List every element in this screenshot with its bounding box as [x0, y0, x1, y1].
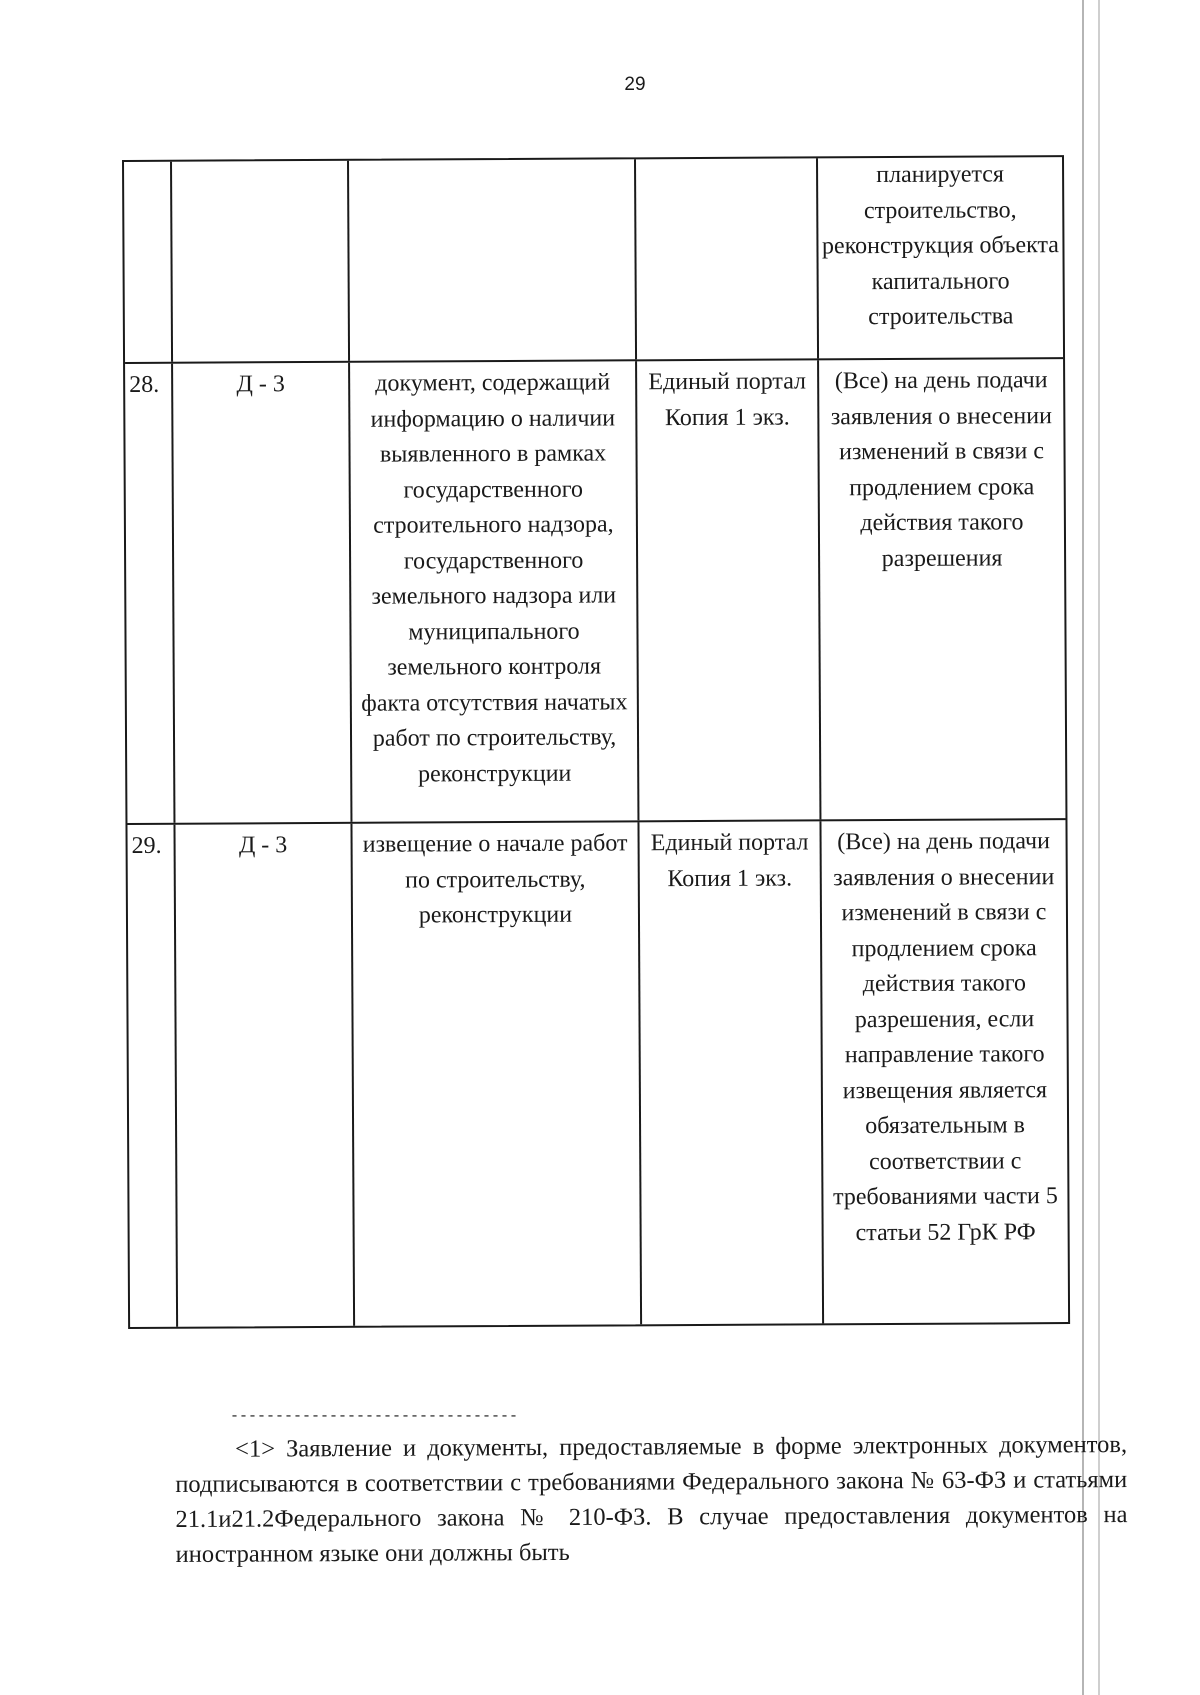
footnote-text: <1> Заявление и документы, предоставляемые в форме электронных документов, подписываются в соответствии с требованиями Федерального закона № 63-ФЗ и статьями 21.1и21.2Федерального закона № 210-ФЗ. В случае предоставления документов на иностранном языке они должны быть — [175, 1431, 1128, 1568]
page-number: 29 — [624, 74, 646, 95]
table-row — [125, 357, 1065, 823]
document-name — [347, 159, 635, 361]
document-source — [634, 158, 817, 359]
row-number: 29. — [131, 832, 162, 859]
document-name: извещение о начале работ по строительству, реконструкции — [350, 822, 640, 1325]
document-condition: планируется строительство, реконструкция объекта капитального строительства — [816, 157, 1063, 358]
row-number: 28. — [129, 371, 160, 398]
table-row — [124, 157, 1063, 362]
document-name: документ, содержащий информацию о наличии выявленного в рамках государственного строительного надзора, государственного земельного надзора или муниципального земельного контроля факта отсутствия начатых работ по строительству, реконструкции — [348, 361, 637, 821]
document-code — [170, 161, 348, 362]
document-condition: (Все) на день подачи заявления о внесении изменений в связи с продлением срока действия такого разрешения — [817, 359, 1065, 819]
table-row — [127, 818, 1068, 1327]
document-code: Д - 3 — [171, 363, 350, 823]
footnote-separator: -------------------------------- — [230, 1408, 519, 1425]
row-number — [124, 162, 171, 362]
document-source: Единый портал Копия 1 экз. — [635, 360, 819, 820]
document-source: Единый портал Копия 1 экз. — [637, 821, 822, 1324]
document-code: Д - 3 — [173, 824, 353, 1327]
documents-table — [122, 155, 1070, 1329]
document-condition: (Все) на день подачи заявления о внесении изменений в связи с продлением срока действия такого разрешения, если направление такого извещения является обязательным в соответствии с требованиями части 5 статьи 52 ГрК РФ — [819, 820, 1068, 1323]
